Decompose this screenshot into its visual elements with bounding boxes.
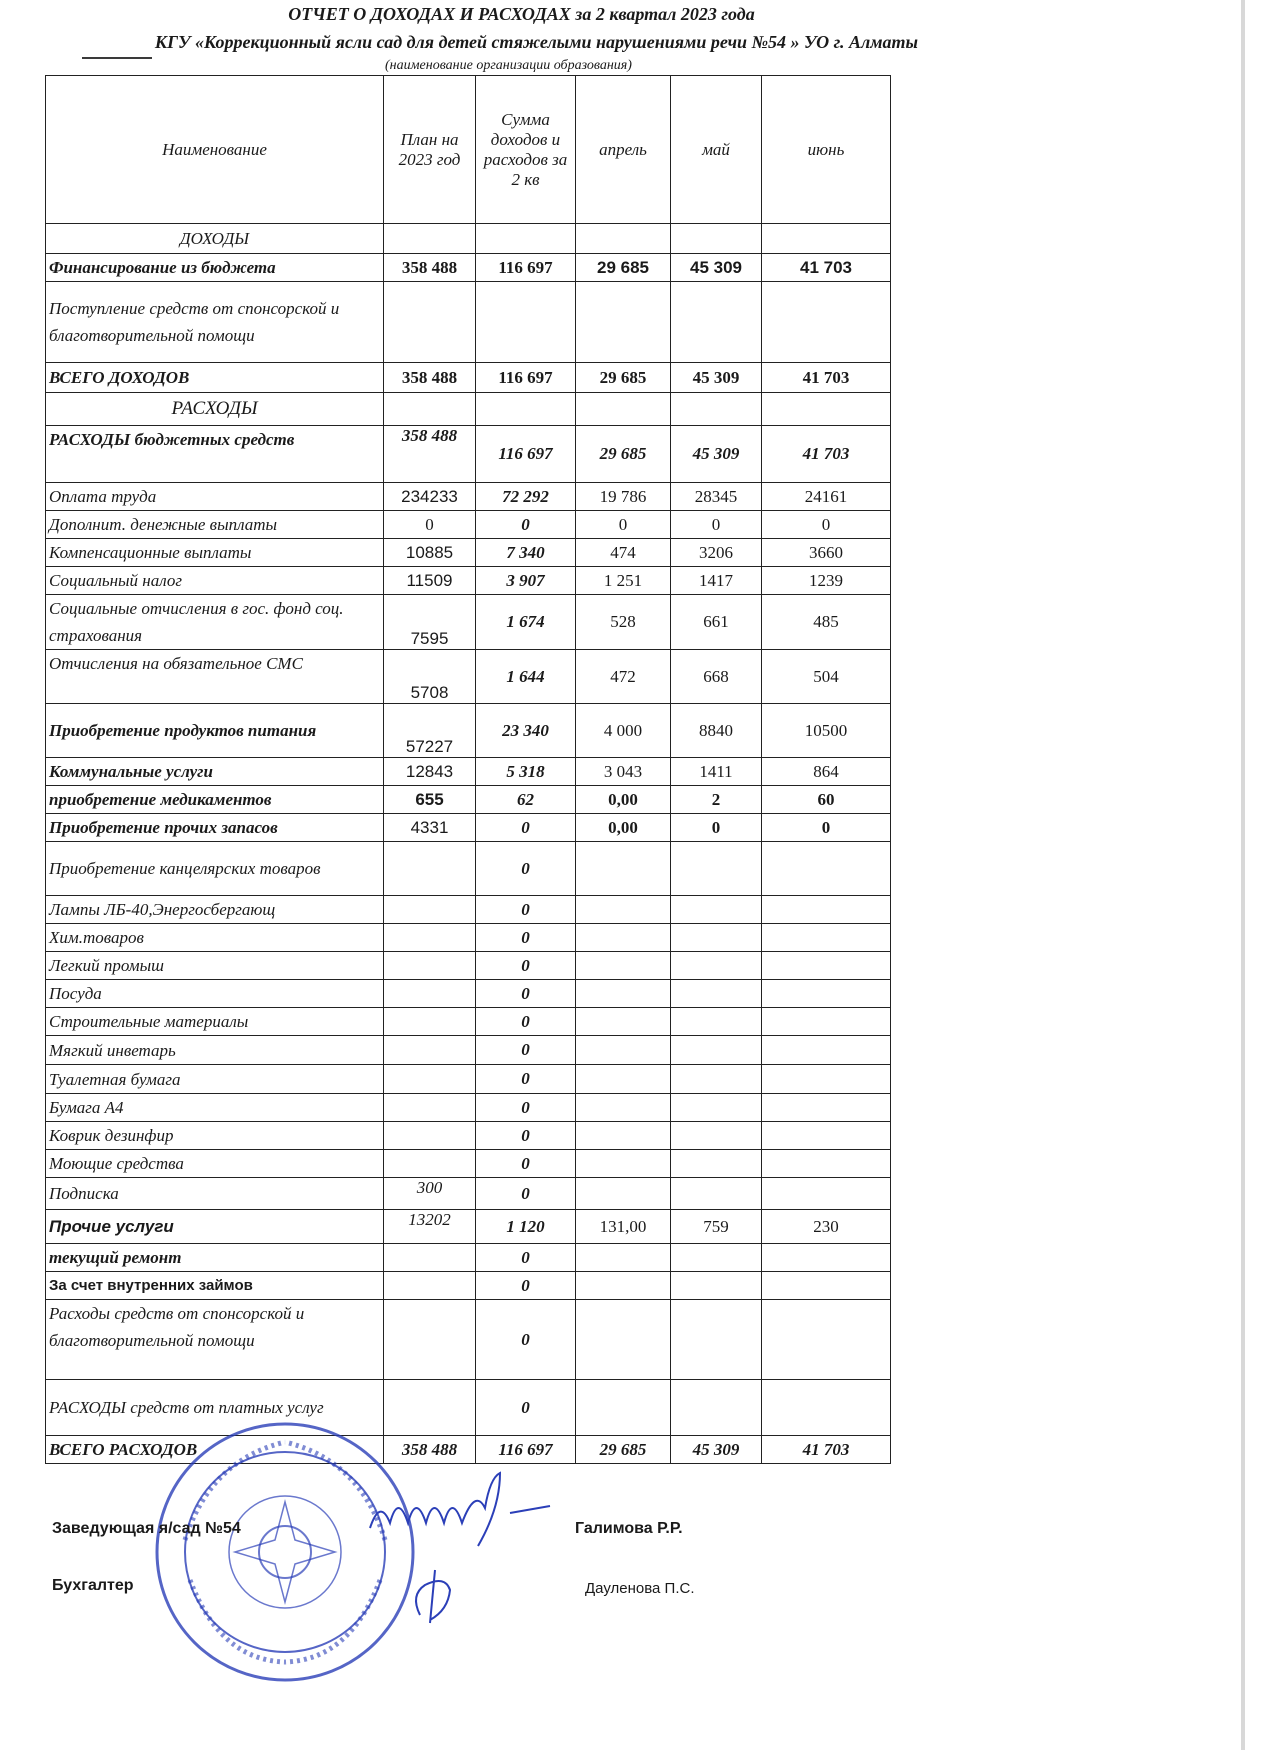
row-may: 45 309 <box>671 1436 762 1464</box>
row-may: 661 <box>671 595 762 650</box>
row-plan: 10885 <box>384 539 476 567</box>
row-name: РАСХОДЫ бюджетных средств <box>46 426 384 483</box>
row-april: 3 043 <box>576 758 671 786</box>
row-june <box>762 952 891 980</box>
table-row <box>46 980 891 1008</box>
row-plan: 234233 <box>384 483 476 511</box>
row-sum: 0 <box>476 1122 576 1150</box>
row-sum: 0 <box>476 1300 576 1380</box>
table-row <box>46 426 891 483</box>
row-june <box>762 980 891 1008</box>
table-row <box>46 758 891 786</box>
row-april <box>576 1094 671 1122</box>
row-may: 1411 <box>671 758 762 786</box>
row-june <box>762 1036 891 1065</box>
col-may-header: май <box>671 76 762 224</box>
row-april <box>576 952 671 980</box>
row-plan: 358 488 <box>384 363 476 393</box>
row-sum: 0 <box>476 924 576 952</box>
row-june <box>762 1244 891 1272</box>
row-june: 1239 <box>762 567 891 595</box>
income-total-row <box>46 363 891 393</box>
income-section-row <box>46 224 891 254</box>
row-name: Оплата труда <box>46 483 384 511</box>
expense-section-label: РАСХОДЫ <box>46 393 384 426</box>
row-may: 0 <box>671 814 762 842</box>
row-plan: 4331 <box>384 814 476 842</box>
organization-name: КГУ «Коррекционный ясли сад для детей стяжелыми нарушениями речи №54 » УО г. Алматы <box>154 32 919 52</box>
row-may <box>671 1300 762 1380</box>
row-may <box>671 1150 762 1178</box>
table-row <box>46 814 891 842</box>
director-name: Галимова Р.Р. <box>575 1520 683 1537</box>
row-june: 0 <box>762 814 891 842</box>
row-name: Коврик дезинфир <box>46 1122 384 1150</box>
row-name: Подписка <box>46 1178 384 1210</box>
row-plan <box>384 282 476 363</box>
row-sum: 5 318 <box>476 758 576 786</box>
row-name: Компенсационные выплаты <box>46 539 384 567</box>
table-row <box>46 704 891 758</box>
row-name: Прочие услуги <box>46 1210 384 1244</box>
row-may <box>671 980 762 1008</box>
row-name: Приобретение канцелярских товаров <box>46 842 384 896</box>
row-name: приобретение медикаментов <box>46 786 384 814</box>
table-row <box>46 1272 891 1300</box>
row-name: Социальный налог <box>46 567 384 595</box>
director-label: Заведующая я/сад №54 <box>52 1520 241 1537</box>
row-sum: 0 <box>476 980 576 1008</box>
row-may: 45 309 <box>671 426 762 483</box>
row-april: 29 685 <box>576 426 671 483</box>
row-plan: 0 <box>384 511 476 539</box>
row-april: 0,00 <box>576 786 671 814</box>
row-name: Бумага А4 <box>46 1094 384 1122</box>
row-june <box>762 1272 891 1300</box>
row-may <box>671 924 762 952</box>
row-may <box>671 1094 762 1122</box>
row-april <box>576 1065 671 1094</box>
row-april <box>576 842 671 896</box>
row-sum: 0 <box>476 1008 576 1036</box>
row-plan <box>384 952 476 980</box>
row-june: 41 703 <box>762 1436 891 1464</box>
row-may <box>671 282 762 363</box>
row-sum: 0 <box>476 896 576 924</box>
row-sum: 0 <box>476 1150 576 1178</box>
row-sum: 0 <box>476 1244 576 1272</box>
table-row <box>46 1094 891 1122</box>
row-june: 504 <box>762 650 891 704</box>
row-name: Поступление средств от спонсорской и благотворительной помощи <box>46 282 384 363</box>
table-row <box>46 567 891 595</box>
row-sum: 0 <box>476 952 576 980</box>
row-may: 28345 <box>671 483 762 511</box>
row-june <box>762 1065 891 1094</box>
row-sum: 0 <box>476 1036 576 1065</box>
row-plan <box>384 1094 476 1122</box>
row-may <box>671 1065 762 1094</box>
row-june <box>762 1122 891 1150</box>
table-row <box>46 1150 891 1178</box>
row-plan <box>384 842 476 896</box>
row-april: 131,00 <box>576 1210 671 1244</box>
row-april <box>576 1122 671 1150</box>
row-june: 3660 <box>762 539 891 567</box>
row-plan: 358 488 <box>384 426 476 483</box>
row-may: 45 309 <box>671 254 762 282</box>
row-june <box>762 282 891 363</box>
row-plan <box>384 1008 476 1036</box>
row-april <box>576 1244 671 1272</box>
row-june: 24161 <box>762 483 891 511</box>
col-sum-header: Сумма доходов и расходов за 2 кв <box>476 76 576 224</box>
col-name-header: Наименование <box>46 76 384 224</box>
table-row <box>46 282 891 363</box>
row-plan <box>384 896 476 924</box>
row-may: 759 <box>671 1210 762 1244</box>
row-plan <box>384 1122 476 1150</box>
row-may: 1417 <box>671 567 762 595</box>
row-may: 3206 <box>671 539 762 567</box>
row-sum: 0 <box>476 1272 576 1300</box>
row-april: 472 <box>576 650 671 704</box>
row-name: Мягкий инветарь <box>46 1036 384 1065</box>
report-table <box>45 75 891 1464</box>
table-row <box>46 786 891 814</box>
row-sum <box>476 282 576 363</box>
row-june <box>762 896 891 924</box>
row-name: Лампы ЛБ-40,Энергосбергающ <box>46 896 384 924</box>
row-june <box>762 1300 891 1380</box>
row-sum: 23 340 <box>476 704 576 758</box>
row-sum: 0 <box>476 842 576 896</box>
row-name: Коммунальные услуги <box>46 758 384 786</box>
row-april <box>576 1008 671 1036</box>
header-row <box>46 76 891 224</box>
table-row <box>46 1244 891 1272</box>
row-sum: 116 697 <box>476 1436 576 1464</box>
row-sum: 0 <box>476 814 576 842</box>
row-sum: 0 <box>476 1094 576 1122</box>
row-april: 1 251 <box>576 567 671 595</box>
row-june <box>762 1178 891 1210</box>
underline-mark <box>82 57 152 59</box>
row-name: Туалетная бумага <box>46 1065 384 1094</box>
row-april <box>576 924 671 952</box>
row-may <box>671 1244 762 1272</box>
accountant-signature <box>400 1565 470 1625</box>
row-april: 474 <box>576 539 671 567</box>
row-sum: 7 340 <box>476 539 576 567</box>
income-section-label: ДОХОДЫ <box>46 224 384 254</box>
row-april: 29 685 <box>576 1436 671 1464</box>
row-sum: 1 674 <box>476 595 576 650</box>
row-april <box>576 1178 671 1210</box>
row-june: 0 <box>762 511 891 539</box>
table-row <box>46 1300 891 1380</box>
row-plan <box>384 1272 476 1300</box>
row-plan: 13202 <box>384 1210 476 1244</box>
row-june <box>762 1380 891 1436</box>
table-row <box>46 1008 891 1036</box>
accountant-label: Бухгалтер <box>52 1577 134 1594</box>
row-plan: 358 488 <box>384 254 476 282</box>
row-april: 0,00 <box>576 814 671 842</box>
row-sum: 116 697 <box>476 363 576 393</box>
table-row <box>46 924 891 952</box>
col-plan-header: План на 2023 год <box>384 76 476 224</box>
row-name: Приобретение продуктов питания <box>46 704 384 758</box>
row-june: 864 <box>762 758 891 786</box>
row-june <box>762 1150 891 1178</box>
row-sum: 72 292 <box>476 483 576 511</box>
row-sum: 62 <box>476 786 576 814</box>
expense-section-row <box>46 393 891 426</box>
row-may <box>671 952 762 980</box>
row-may <box>671 896 762 924</box>
row-name: Приобретение прочих запасов <box>46 814 384 842</box>
row-sum: 0 <box>476 1178 576 1210</box>
row-may <box>671 842 762 896</box>
row-plan <box>384 1036 476 1065</box>
table-row <box>46 1065 891 1094</box>
row-june: 41 703 <box>762 426 891 483</box>
table-row <box>46 952 891 980</box>
row-april <box>576 1380 671 1436</box>
row-plan <box>384 1065 476 1094</box>
accountant-name: Дауленова П.С. <box>585 1580 695 1597</box>
row-june: 41 703 <box>762 254 891 282</box>
row-name: Строительные материалы <box>46 1008 384 1036</box>
row-plan <box>384 1244 476 1272</box>
page-edge <box>1241 0 1245 1750</box>
row-sum: 1 644 <box>476 650 576 704</box>
row-april <box>576 282 671 363</box>
row-may <box>671 1036 762 1065</box>
row-june: 230 <box>762 1210 891 1244</box>
row-april: 4 000 <box>576 704 671 758</box>
row-name: текущий ремонт <box>46 1244 384 1272</box>
row-april <box>576 1036 671 1065</box>
row-june <box>762 1094 891 1122</box>
row-sum: 0 <box>476 1380 576 1436</box>
table-row <box>46 539 891 567</box>
table-row <box>46 650 891 704</box>
table-row <box>46 1178 891 1210</box>
row-plan <box>384 924 476 952</box>
row-plan: 12843 <box>384 758 476 786</box>
row-name: Расходы средств от спонсорской и благотворительной помощи <box>46 1300 384 1380</box>
table-row <box>46 483 891 511</box>
row-sum: 1 120 <box>476 1210 576 1244</box>
row-plan: 5708 <box>384 650 476 704</box>
col-june-header: июнь <box>762 76 891 224</box>
row-may <box>671 1122 762 1150</box>
row-plan <box>384 980 476 1008</box>
row-june: 41 703 <box>762 363 891 393</box>
row-april <box>576 980 671 1008</box>
row-sum: 0 <box>476 511 576 539</box>
row-may: 668 <box>671 650 762 704</box>
row-name: Дополнит. денежные выплаты <box>46 511 384 539</box>
row-sum: 0 <box>476 1065 576 1094</box>
row-name: Социальные отчисления в гос. фонд соц. страхования <box>46 595 384 650</box>
row-april <box>576 1300 671 1380</box>
table-row <box>46 1122 891 1150</box>
col-april-header: апрель <box>576 76 671 224</box>
organization-caption: (наименование организации образования) <box>385 58 632 73</box>
table-row <box>46 896 891 924</box>
row-april <box>576 1150 671 1178</box>
row-april: 29 685 <box>576 363 671 393</box>
row-april: 528 <box>576 595 671 650</box>
report-title: ОТЧЕТ О ДОХОДАХ И РАСХОДАХ за 2 квартал 2023 года <box>288 4 755 24</box>
row-plan <box>384 1300 476 1380</box>
table-row <box>46 1036 891 1065</box>
table-row <box>46 1210 891 1244</box>
row-may: 0 <box>671 511 762 539</box>
row-may: 2 <box>671 786 762 814</box>
row-may: 45 309 <box>671 363 762 393</box>
row-may <box>671 1178 762 1210</box>
row-plan: 11509 <box>384 567 476 595</box>
row-name: РАСХОДЫ средств от платных услуг <box>46 1380 384 1436</box>
table-row <box>46 595 891 650</box>
table-row <box>46 511 891 539</box>
director-signature <box>360 1468 560 1558</box>
row-name: Посуда <box>46 980 384 1008</box>
row-june: 60 <box>762 786 891 814</box>
row-april: 19 786 <box>576 483 671 511</box>
row-sum: 3 907 <box>476 567 576 595</box>
row-name: Легкий промыш <box>46 952 384 980</box>
row-name: За счет внутренних займов <box>46 1272 384 1300</box>
table-row <box>46 254 891 282</box>
row-may <box>671 1008 762 1036</box>
row-plan: 655 <box>384 786 476 814</box>
row-plan: 300 <box>384 1178 476 1210</box>
row-name: Отчисления на обязательное СМС <box>46 650 384 704</box>
table-row <box>46 842 891 896</box>
row-name: Моющие средства <box>46 1150 384 1178</box>
row-plan: 358 488 <box>384 1436 476 1464</box>
row-april: 29 685 <box>576 254 671 282</box>
row-may <box>671 1380 762 1436</box>
row-name: Хим.товаров <box>46 924 384 952</box>
row-june: 485 <box>762 595 891 650</box>
row-june <box>762 1008 891 1036</box>
row-plan: 57227 <box>384 704 476 758</box>
row-plan <box>384 1150 476 1178</box>
row-sum: 116 697 <box>476 254 576 282</box>
row-april <box>576 1272 671 1300</box>
row-may <box>671 1272 762 1300</box>
row-name: ВСЕГО РАСХОДОВ <box>46 1436 384 1464</box>
row-june <box>762 924 891 952</box>
row-plan: 7595 <box>384 595 476 650</box>
row-name: ВСЕГО ДОХОДОВ <box>46 363 384 393</box>
row-sum: 116 697 <box>476 426 576 483</box>
row-april: 0 <box>576 511 671 539</box>
row-june <box>762 842 891 896</box>
row-april <box>576 896 671 924</box>
row-june: 10500 <box>762 704 891 758</box>
row-may: 8840 <box>671 704 762 758</box>
row-name: Финансирование из бюджета <box>46 254 384 282</box>
